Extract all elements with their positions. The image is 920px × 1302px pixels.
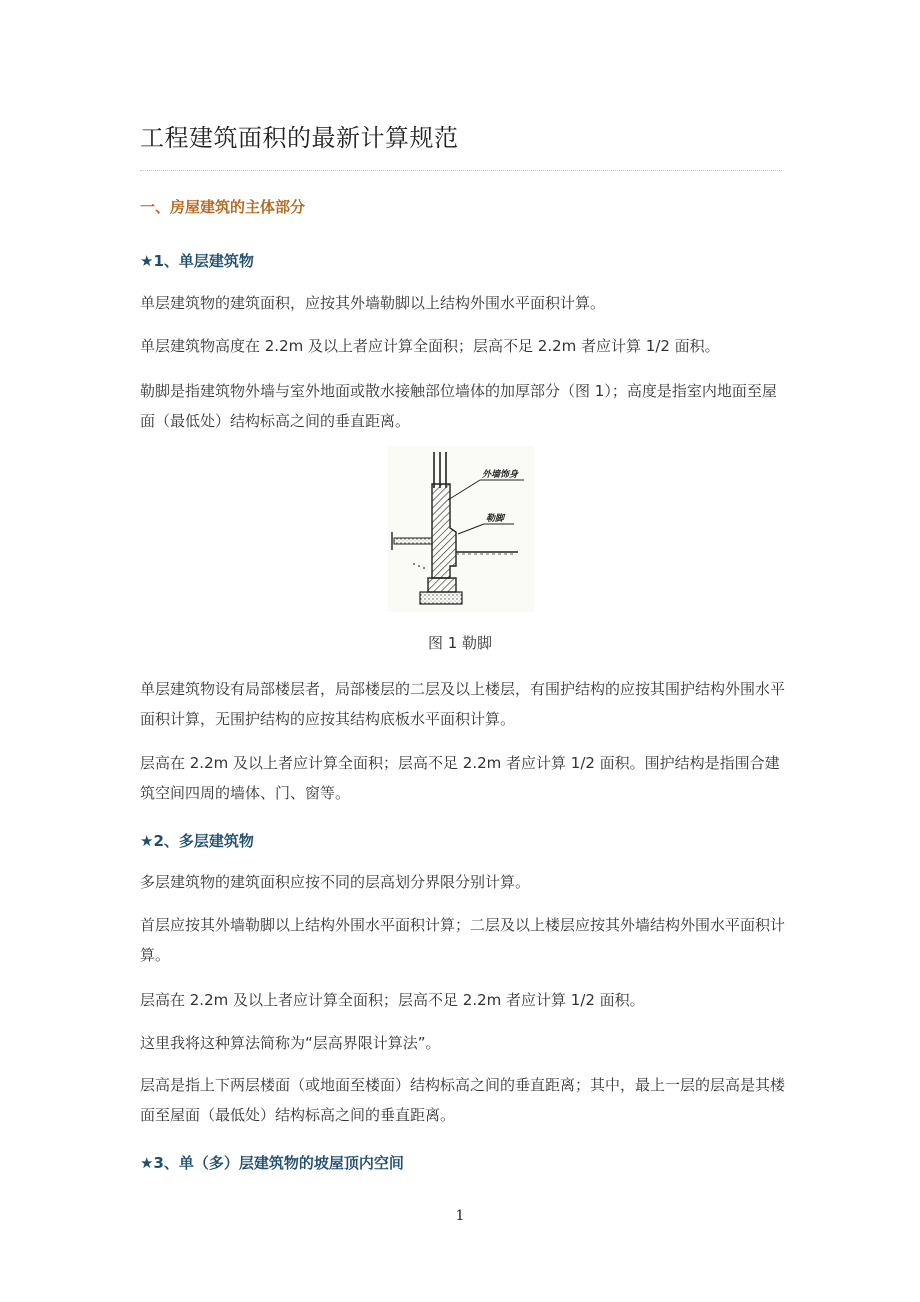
paragraph: 层高是指上下两层楼面（或地面至楼面）结构标高之间的垂直距离；其中，最上一层的层高是其楼面至屋面（最低处）结构标高之间的垂直距离。 — [140, 1076, 786, 1124]
item-heading-3: ★3、单（多）层建筑物的坡屋顶内空间 — [140, 1154, 404, 1172]
paragraph: 多层建筑物的建筑面积应按不同的层高划分界限分别计算。 — [140, 873, 531, 891]
item-heading-2: ★2、多层建筑物 — [140, 832, 254, 850]
paragraph: 这里我将这种算法简称为“层高界限计算法”。 — [140, 1034, 441, 1052]
plinth-diagram — [388, 446, 534, 612]
paragraph: 单层建筑物设有局部楼层者，局部楼层的二层及以上楼层，有围护结构的应按其围护结构外围水平面积计算，无围护结构的应按其结构底板水平面积计算。 — [140, 680, 786, 728]
figure-caption: 图 1 勒脚 — [427, 634, 493, 652]
item-heading-1: ★1、单层建筑物 — [140, 252, 254, 270]
paragraph: 首层应按其外墙勒脚以上结构外围水平面积计算；二层及以上楼层应按其外墙结构外围水平面积计算。 — [140, 916, 786, 964]
paragraph: 勒脚是指建筑物外墙与室外地面或散水接触部位墙体的加厚部分（图 1）；高度是指室内地面至屋面（最低处）结构标高之间的垂直距离。 — [140, 382, 777, 430]
document-title: 工程建筑面积的最新计算规范 — [140, 124, 459, 152]
paragraph: 层高在 2.2m 及以上者应计算全面积；层高不足 2.2m 者应计算 1/2 面积。围护结构是指围合建筑空间四周的墙体、门、窗等。 — [140, 754, 780, 802]
plinth-label: 勒脚 — [486, 514, 505, 524]
title-divider — [140, 170, 782, 171]
paragraph: 单层建筑物高度在 2.2m 及以上者应计算全面积；层高不足 2.2m 者应计算 1/2 面积。 — [140, 337, 720, 355]
section-heading: 一、房屋建筑的主体部分 — [140, 198, 306, 216]
page-number: 1 — [455, 1208, 465, 1224]
paragraph: 单层建筑物的建筑面积，应按其外墙勒脚以上结构外围水平面积计算。 — [140, 294, 606, 312]
paragraph: 层高在 2.2m 及以上者应计算全面积；层高不足 2.2m 者应计算 1/2 面积。 — [140, 991, 645, 1009]
wall-label: 外墙饰身 — [482, 470, 519, 480]
